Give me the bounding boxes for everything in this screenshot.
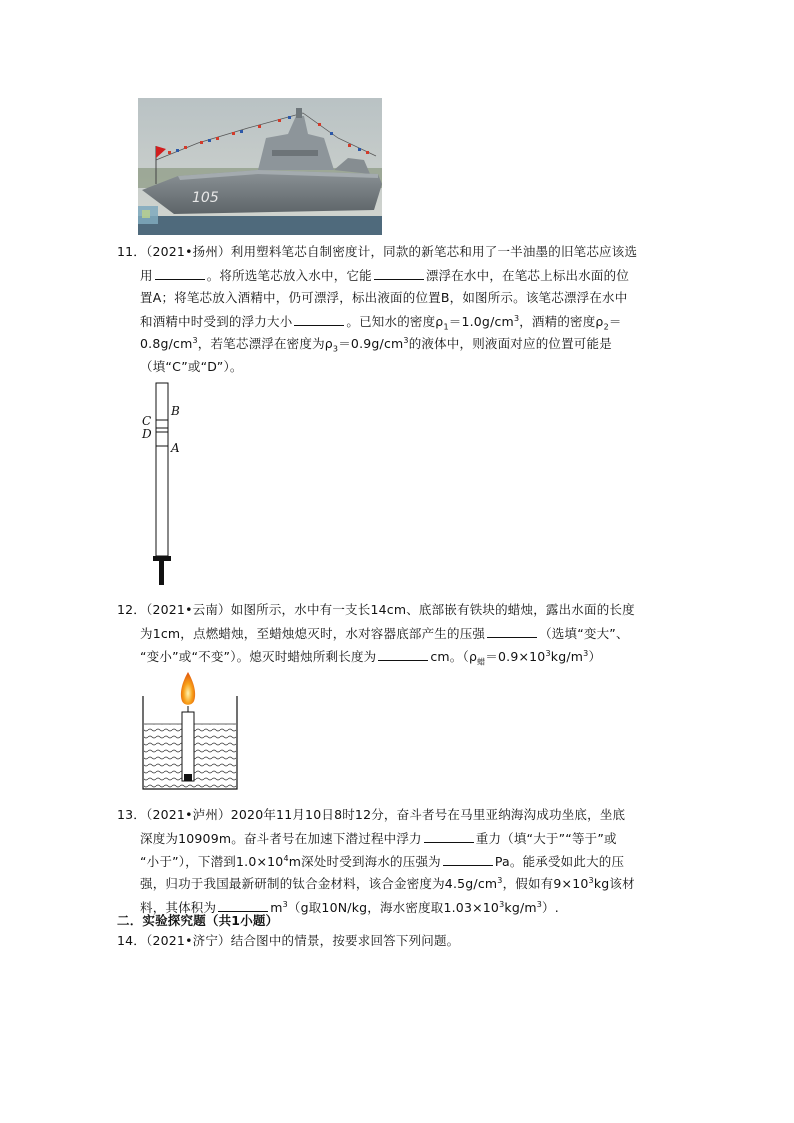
answer-blank-7[interactable] bbox=[443, 853, 493, 866]
q14-line-1: 14．（2021•济宁）结合图中的情景，按要求回答下列问题。 bbox=[117, 933, 460, 948]
q13-text: 料，其体积为 bbox=[140, 900, 217, 915]
q13-line-1: 13．（2021•泸州）2020年11月10日8时12分，奋斗者号在马里亚纳海沟成功坐底，坐底 bbox=[117, 807, 626, 822]
q11-line-2 bbox=[140, 267, 629, 284]
q12-text: ） bbox=[588, 649, 602, 664]
q11-text: 。已知水的密度ρ bbox=[346, 314, 444, 329]
candle-container-diagram bbox=[140, 670, 240, 795]
mark-d-label: D bbox=[142, 427, 152, 441]
q11-text: ，若笔芯漂浮在密度为ρ bbox=[197, 336, 333, 351]
q11-subscript: 1 bbox=[443, 322, 449, 332]
q13-line-2 bbox=[140, 830, 617, 847]
q12-line-3 bbox=[140, 648, 601, 665]
q13-text: ）. bbox=[542, 900, 559, 915]
mark-c-label: C bbox=[142, 414, 152, 428]
q13-text: （g取10N/kg，海水密度取1.03×10 bbox=[287, 900, 500, 915]
q13-line-3 bbox=[140, 853, 624, 870]
q13-text: 强，归功于我国最新研制的钛合金材料，该合金密度为4.5g/cm bbox=[140, 876, 498, 891]
answer-blank-4[interactable] bbox=[487, 625, 537, 638]
q13-text: 深度为10909m。奋斗者号在加速下潜过程中浮力 bbox=[140, 831, 422, 846]
q13-text: Pa。能承受如此大的压 bbox=[494, 854, 625, 869]
q12-text: kg/m bbox=[550, 649, 584, 664]
q13-superscript: 3 bbox=[497, 875, 503, 885]
q11-subscript: 2 bbox=[603, 322, 609, 332]
q11-text: 的液体中，则液面对应的位置可能是 bbox=[408, 336, 612, 351]
q11-line-1: 11．（2021•扬州）利用塑料笔芯自制密度计，同款的新笔芯和用了一半油墨的旧笔芯应该选 bbox=[117, 244, 638, 259]
q11-line-5 bbox=[140, 336, 612, 352]
q11-line-3: 置A；将笔芯放入酒精中，仍可漂浮，标出液面的位置B，如图所示。该笔芯漂浮在水中 bbox=[140, 290, 628, 305]
q12-subscript: 蜡 bbox=[477, 657, 486, 667]
warship-photo bbox=[138, 98, 382, 235]
q13-superscript: 4 bbox=[283, 853, 289, 863]
section-2-title: 二．实验探究题（共1小题） bbox=[117, 913, 279, 928]
answer-blank-6[interactable] bbox=[424, 830, 474, 843]
q11-text: ＝1.0g/cm bbox=[448, 314, 514, 329]
q13-superscript: 3 bbox=[499, 899, 505, 909]
q12-text: （选填“变大”、 bbox=[539, 626, 629, 641]
q11-subscript: 3 bbox=[332, 344, 339, 354]
q12-text: “变小”或“不变”）。熄灭时蜡烛所剩长度为 bbox=[140, 649, 377, 664]
q13-text: m深处时受到海水的压强为 bbox=[288, 854, 441, 869]
q11-text: 0.8g/cm bbox=[140, 336, 193, 351]
q13-text: ，假如有9×10 bbox=[502, 876, 589, 891]
q11-text: 。将所选笔芯放入水中，它能 bbox=[206, 268, 372, 283]
q11-superscript: 3 bbox=[513, 313, 520, 323]
answer-blank-3[interactable] bbox=[294, 313, 344, 326]
q11-text: ，酒精的密度ρ bbox=[519, 314, 604, 329]
q11-text: ＝0.9g/cm bbox=[338, 336, 404, 351]
q12-line-1: 12．（2021•云南）如图所示，水中有一支长14cm、底部嵌有铁块的蜡烛，露出水面的长度 bbox=[117, 602, 635, 617]
candle-water-figure bbox=[140, 670, 240, 795]
answer-blank-2[interactable] bbox=[374, 267, 424, 280]
q11-text: 漂浮在水中，在笔芯上标出水面的位 bbox=[425, 268, 630, 283]
q13-line-4 bbox=[140, 876, 635, 892]
q12-text: cm。（ρ bbox=[430, 649, 478, 664]
q12-text: 为1cm，点燃蜡烛，至蜡烛熄灭时，水对容器底部产生的压强 bbox=[140, 626, 486, 641]
q13-text: kg该材 bbox=[593, 876, 635, 891]
hull-number: 105 bbox=[192, 190, 219, 206]
q11-text: 和酒精中时受到的浮力大小 bbox=[140, 314, 293, 329]
q11-line-6: （填“C”或“D”）。 bbox=[140, 359, 243, 374]
pen-refill-diagram bbox=[138, 380, 198, 590]
warship-illustration bbox=[138, 98, 382, 235]
q13-text: m bbox=[270, 900, 283, 915]
q12-text: ＝0.9×10 bbox=[485, 649, 546, 664]
answer-blank-1[interactable] bbox=[155, 267, 205, 280]
answer-blank-5[interactable] bbox=[378, 648, 428, 661]
q11-text: 用 bbox=[140, 268, 153, 283]
mark-b-label: B bbox=[171, 404, 180, 418]
q13-superscript: 3 bbox=[282, 899, 288, 909]
q13-text: kg/m bbox=[504, 900, 537, 915]
mark-a-label: A bbox=[171, 441, 180, 455]
q12-line-2 bbox=[140, 625, 629, 642]
q11-superscript: 3 bbox=[192, 335, 198, 345]
q13-text: 重力（填“大于”“等于”或 bbox=[475, 831, 617, 846]
q11-line-4 bbox=[140, 313, 622, 330]
answer-blank-8[interactable] bbox=[218, 899, 268, 912]
q13-superscript: 3 bbox=[536, 899, 543, 909]
q11-text: ＝ bbox=[608, 314, 622, 329]
q12-superscript: 3 bbox=[545, 648, 551, 658]
q11-superscript: 3 bbox=[403, 335, 409, 345]
q13-superscript: 3 bbox=[588, 875, 594, 885]
q13-text: “小于”），下潜到1.0×10 bbox=[140, 854, 284, 869]
pen-refill-figure bbox=[138, 380, 198, 590]
q12-superscript: 3 bbox=[583, 648, 589, 658]
